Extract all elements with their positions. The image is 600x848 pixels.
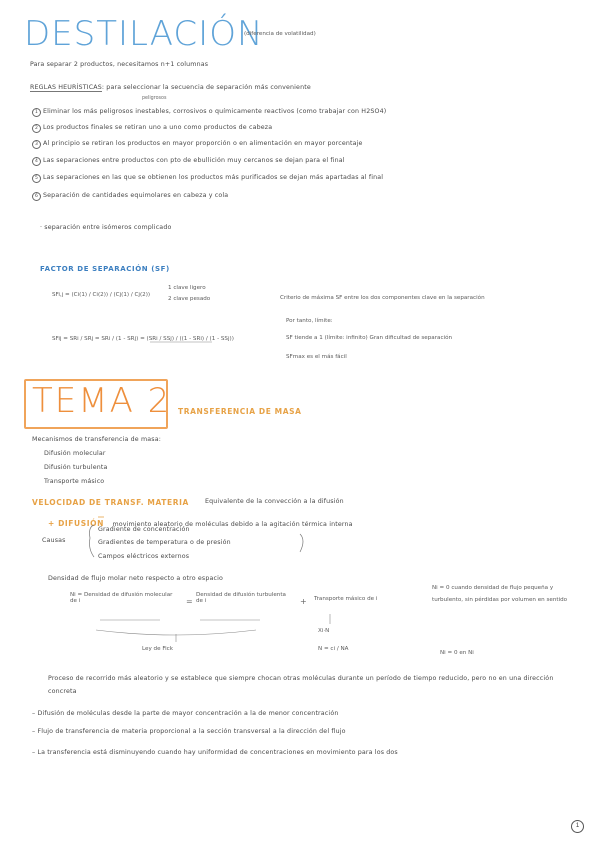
rule-number: 2: [32, 124, 41, 133]
sf-limit-2: SFmax es el más fácil: [286, 354, 347, 360]
difusion-label: + DIFUSIÓN: [48, 519, 104, 528]
densidad-flujo: Densidad de flujo molar neto respecto a otro espacio: [48, 575, 224, 582]
transfer-heading: TRANSFERENCIA DE MASA: [178, 407, 302, 416]
mecanismo-item: Difusión molecular: [44, 450, 106, 457]
reglas-text: para seleccionar la secuencia de separación más conveniente: [106, 84, 311, 91]
eq-rhs: Transporte másico de i: [314, 596, 378, 602]
causa-item: Gradientes de temperatura o de presión: [98, 539, 231, 546]
proceso-text: Proceso de recorrido más aleatorio y se establece que siempre chocan otras moléculas durante un período de tiempo reducido, pero no en una dirección concreta: [48, 675, 554, 695]
sf-criterion: Criterio de máxima SF entre los dos componentes clave en la separación: [280, 295, 485, 301]
eq-frac: N = ci / NA: [318, 646, 349, 652]
rules-inserted-word: peligrosos: [142, 96, 167, 101]
difusion-text: movimiento aleatorio de moléculas debido a la agitación térmica interna: [112, 521, 353, 528]
eq-plus: +: [300, 597, 307, 606]
eq-lhs: Ni = Densidad de difusión molecular de i: [70, 592, 173, 604]
right-note: Ni = 0 cuando densidad de flujo pequeña y turbulento, sin pérdidas por volumen en sentido: [432, 585, 568, 603]
rule-item: 1 Eliminar los más peligrosos inestables, corrosivos o químicamente reactivos (como trabajar con H2SO4): [32, 108, 386, 117]
rule-item: 2 Los productos finales se retiran uno a uno como productos de cabeza: [32, 124, 272, 133]
causa-item: Gradiente de concentración: [98, 526, 190, 533]
rule-item: 4 Las separaciones entre productos con pto de ebullición muy cercanos se dejan para el final: [32, 157, 345, 166]
sf-legend-item: 2 clave pesado: [168, 296, 211, 302]
causas-label: Causas: [42, 537, 66, 544]
bullet-item: – Flujo de transferencia de materia proporcional a la sección transversal a la dirección del flujo: [32, 728, 346, 735]
causas-close-brace: [300, 534, 303, 552]
eq-equals: =: [186, 597, 193, 606]
velocidad-note: Equivalente de la convección a la difusión: [205, 498, 344, 505]
bullet-item: – Difusión de moléculas desde la parte de mayor concentración a la de menor concentración: [32, 710, 339, 717]
reglas-line: REGLAS HEURÍSTICAS: para seleccionar la secuencia de separación más conveniente: [30, 84, 311, 91]
right-note-2: Ni = 0 en Ni: [440, 650, 474, 656]
intro-line: Para separar 2 productos, necesitamos n+1 columnas: [30, 61, 209, 68]
reglas-heading: REGLAS HEURÍSTICAS: [30, 84, 102, 91]
tema-label: TEMA 2: [32, 381, 172, 421]
rule-number: 1: [32, 108, 41, 117]
bullet-item: – La transferencia está disminuyendo cuando hay uniformidad de concentraciones en movimiento para los dos: [32, 749, 398, 756]
sf-formula-1: SFi,j = (Ci(1) / Ci(2)) / (Cj(1) / Cj(2)): [52, 292, 151, 298]
sf-max-label: Por tanto, límite:: [286, 318, 333, 324]
velocidad-heading: VELOCIDAD DE TRANSF. MATERIA: [32, 498, 189, 507]
rule-number: 4: [32, 157, 41, 166]
eq-x: Xi·N: [318, 628, 330, 634]
rule-number: 5: [32, 174, 41, 183]
sf-formula-2: SFij = SRi / SRj = SRi / (1 - SRj) = (SRi / SSj) / ((1 - SRi) / (1 - SSj)): [52, 336, 234, 342]
eq-mid: Densidad de difusión turbulenta de i: [196, 592, 286, 604]
rule-item: 5 Las separaciones en las que se obtienen los productos más purificados se dejan más apartadas al final: [32, 174, 383, 183]
eq-law: Ley de Fick: [142, 646, 173, 652]
factor-heading: FACTOR DE SEPARACIÓN (SF): [40, 265, 170, 273]
mecanismo-item: Difusión turbulenta: [44, 464, 108, 471]
title-note: (diferencia de volatilidad): [244, 31, 316, 37]
rule-number: 6: [32, 192, 41, 201]
mecanismos-title: Mecanismos de transferencia de masa:: [32, 436, 161, 443]
extra-note: · separación entre isómeros complicado: [40, 224, 172, 231]
causas-brace: [90, 525, 95, 557]
sf-limit-1: SF tiende a 1 (límite: infinito) Gran dificultad de separación: [286, 335, 453, 341]
causa-item: Campos eléctricos externos: [98, 553, 190, 560]
rule-number: 3: [32, 140, 41, 149]
mecanismo-item: Transporte másico: [44, 478, 105, 485]
rule-item: 3 Al principio se retiran los productos en mayor proporción o en alimentación en mayor porcentaje: [32, 140, 363, 149]
rule-item: 6 Separación de cantidades equimolares en cabeza y cola: [32, 192, 228, 201]
sf-legend-item: 1 clave ligero: [168, 285, 206, 291]
page-title: DESTILACIÓN: [24, 14, 264, 54]
page-number: 1: [571, 820, 584, 833]
